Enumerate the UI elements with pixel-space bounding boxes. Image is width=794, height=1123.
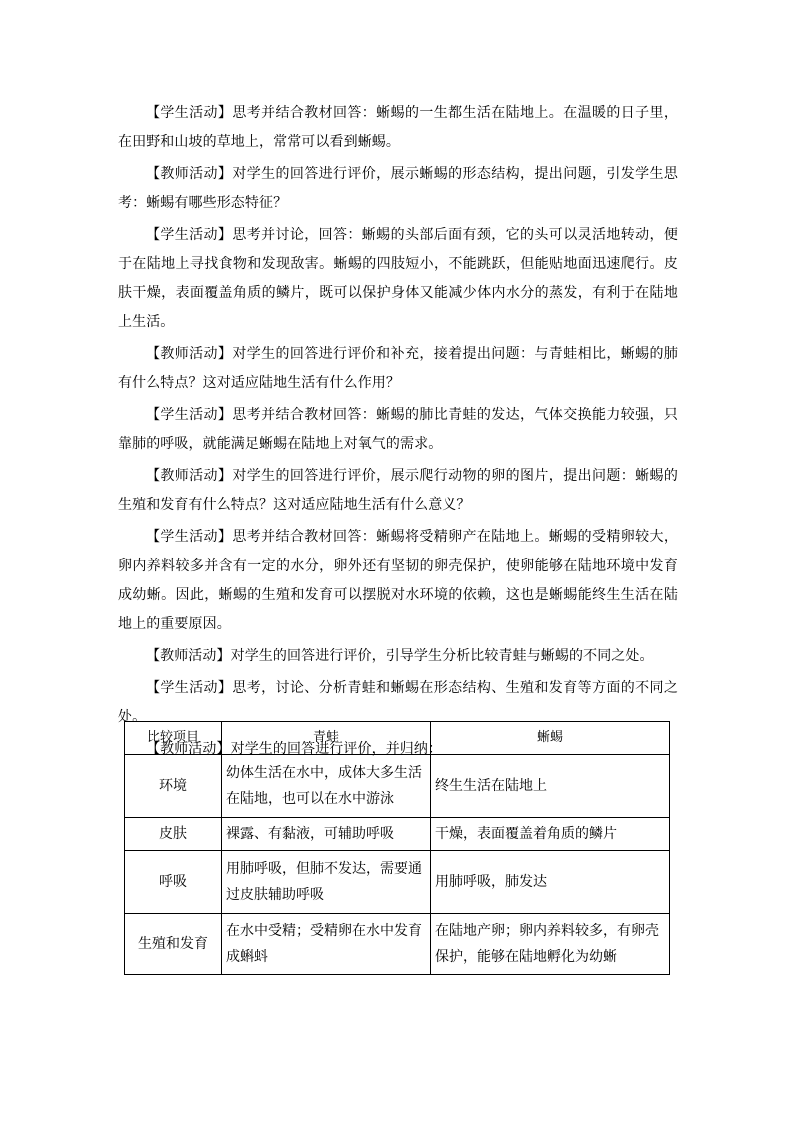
table-cell: 在水中受精；受精卵在水中发育成蝌蚪 xyxy=(222,914,431,975)
paragraph-student-1 xyxy=(118,99,678,157)
table-cell: 幼体生活在水中，成体大多生活在陆地，也可以在水中游泳 xyxy=(222,755,431,818)
paragraph-student-3 xyxy=(118,401,678,459)
paragraph-teacher-3 xyxy=(118,462,678,520)
activity-tag: 【教师活动】 xyxy=(146,468,233,484)
comparison-table xyxy=(124,721,670,975)
activity-tag: 【学生活动】 xyxy=(146,227,233,243)
table-cell: 裸露、有黏液，可辅助呼吸 xyxy=(222,818,431,851)
activity-tag: 【学生活动】 xyxy=(146,529,233,545)
table-cell: 用肺呼吸，肺发达 xyxy=(431,851,670,914)
paragraph-text: 对学生的回答进行评价，引导学生分析比较青蛙与蜥蜴的不同之处。 xyxy=(230,648,654,664)
row-label: 环境 xyxy=(125,755,222,818)
activity-tag: 【教师活动】 xyxy=(146,346,233,362)
activity-tag: 【教师活动】 xyxy=(146,741,231,757)
row-label: 呼吸 xyxy=(125,851,222,914)
table-cell: 在陆地产卵；卵内养料较多，有卵壳保护，能够在陆地孵化为幼蜥 xyxy=(431,914,670,975)
paragraph-teacher-2 xyxy=(118,340,678,398)
activity-tag: 【教师活动】 xyxy=(146,166,233,182)
activity-tag: 【教师活动】 xyxy=(146,648,231,664)
table-row xyxy=(125,914,670,975)
table-header-cell: 蜥蜴 xyxy=(431,722,670,755)
table-header-row xyxy=(125,722,670,755)
table-header-cell: 青蛙 xyxy=(222,722,431,755)
paragraph-text: 思考并结合教材回答：蜥蜴的一生都生活在陆地上。在温暖的日子里，在田野和山坡的草地上，常常可以看到蜥蜴。 xyxy=(118,105,678,150)
table-cell: 干燥，表面覆盖着角质的鳞片 xyxy=(431,818,670,851)
paragraph-student-2 xyxy=(118,221,678,337)
paragraph-text: 思考并讨论，回答：蜥蜴的头部后面有颈，它的头可以灵活地转动，便于在陆地上寻找食物和发现敌害。蜥蜴的四肢短小，不能跳跃，但能贴地面迅速爬行。皮肤干燥，表面覆盖角质的鳞片，既可以保护身体又能减少体内水分的蒸发，有利于在陆地上生活。 xyxy=(118,227,678,330)
table-cell: 用肺呼吸，但肺不发达，需要通过皮肤辅助呼吸 xyxy=(222,851,431,914)
table-row xyxy=(125,851,670,914)
activity-tag: 【学生活动】 xyxy=(146,680,233,696)
paragraph-text: 思考并结合教材回答：蜥蜴将受精卵产在陆地上。蜥蜴的受精卵较大，卵内养料较多并含有一定的水分，卵外还有坚韧的卵壳保护，使卵能够在陆地环境中发育成幼蜥。因此，蜥蜴的生殖和发育可以摆脱对水环境的依赖，这也是蜥蜴能终生生活在陆地上的重要原因。 xyxy=(118,529,678,632)
activity-tag: 【学生活动】 xyxy=(146,407,233,423)
activity-tag: 【学生活动】 xyxy=(146,105,233,121)
table-cell: 终生生活在陆地上 xyxy=(431,755,670,818)
table-header-cell: 比较项目 xyxy=(125,722,222,755)
paragraph-text: 思考并结合教材回答：蜥蜴的肺比青蛙的发达，气体交换能力较强，只靠肺的呼吸，就能满足蜥蜴在陆地上对氧气的需求。 xyxy=(118,407,678,452)
paragraph-teacher-1 xyxy=(118,160,678,218)
paragraph-text: 对学生的回答进行评价，展示蜥蜴的形态结构，提出问题，引发学生思考：蜥蜴有哪些形态特征？ xyxy=(118,166,678,211)
row-label: 皮肤 xyxy=(125,818,222,851)
lesson-body xyxy=(118,99,678,764)
table-row xyxy=(125,818,670,851)
paragraph-text: 对学生的回答进行评价，展示爬行动物的卵的图片，提出问题：蜥蜴的生殖和发育有什么特点？这对适应陆地生活有什么意义？ xyxy=(118,468,678,513)
row-label: 生殖和发育 xyxy=(125,914,222,975)
paragraph-text: 对学生的回答进行评价，并归纳： xyxy=(230,741,443,757)
paragraph-teacher-4 xyxy=(118,642,678,671)
paragraph-text: 思考，讨论、分析青蛙和蜥蜴在形态结构、生殖和发育等方面的不同之处。 xyxy=(118,680,678,725)
table-row xyxy=(125,755,670,818)
paragraph-text: 对学生的回答进行评价和补充，接着提出问题：与青蛙相比，蜥蜴的肺有什么特点？这对适应陆地生活有什么作用？ xyxy=(118,346,678,391)
paragraph-student-4 xyxy=(118,523,678,639)
